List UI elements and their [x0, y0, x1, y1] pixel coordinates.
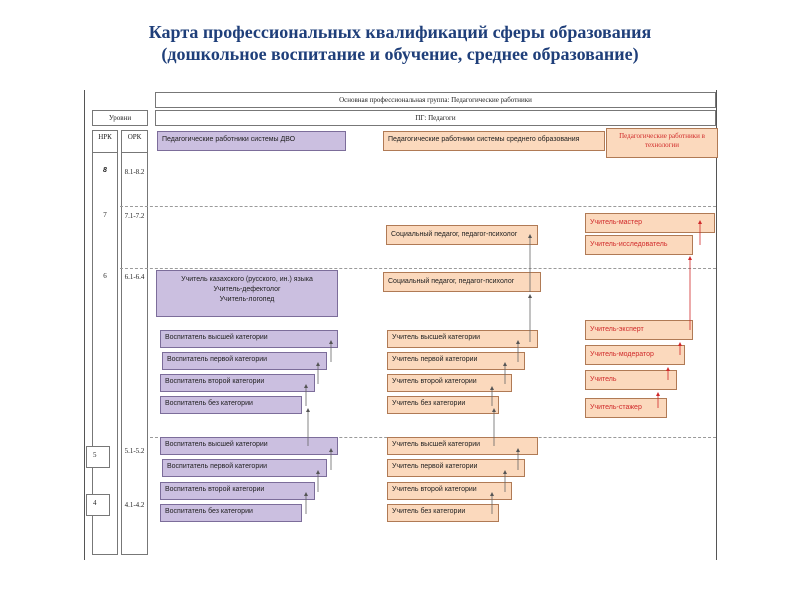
- teacher-box-l4: Учитель второй категории: [387, 482, 512, 500]
- social-pedagogue-6: Социальный педагог, педагог-психолог: [383, 272, 541, 292]
- teacher-cat-box: Учитель первой категории: [387, 352, 525, 370]
- main-group-header: Основная профессиональная группа: Педагогические работники: [155, 92, 716, 108]
- ork-8: 8.1-8.2: [124, 168, 145, 176]
- educator-box-l4: Воспитатель без категории: [160, 504, 302, 522]
- teacher-cat-box: Учитель высшей категории: [387, 330, 538, 348]
- levels-header: Уровни: [92, 110, 148, 126]
- nrk-5: 5: [86, 446, 110, 468]
- teacher-researcher: Учитель-исследователь: [585, 235, 693, 255]
- ork-4: 4.1-4.2: [124, 501, 145, 509]
- teacher-intern: Учитель-стажер: [585, 398, 667, 418]
- educator-box: Воспитатель первой категории: [162, 352, 327, 370]
- teacher-language: Учитель казахского (русского, ин.) языка: [181, 276, 313, 283]
- social-pedagogue-7: Социальный педагог, педагог-психолог: [386, 225, 538, 245]
- educator-box: Воспитатель без категории: [160, 396, 302, 414]
- teacher-speech: Учитель-логопед: [219, 296, 275, 303]
- ork-header: ОРК: [127, 133, 142, 141]
- teacher-defectologist: Учитель-дефектолог: [213, 286, 281, 293]
- educator-box: Воспитатель высшей категории: [160, 330, 338, 348]
- teacher-moderator: Учитель-модератор: [585, 345, 685, 365]
- nrk-7: 7: [103, 211, 107, 219]
- page-title: Карта профессиональных квалификаций сферы образования: [148, 22, 652, 42]
- educator-box: Воспитатель второй категории: [160, 374, 315, 392]
- ork-6: 6.1-6.4: [124, 273, 145, 281]
- teacher-cat-box: Учитель второй категории: [387, 374, 512, 392]
- teacher-box-l4: Учитель без категории: [387, 504, 499, 522]
- secondary-header-box: Педагогические работники системы среднего образования: [383, 131, 605, 151]
- teacher-expert: Учитель-эксперт: [585, 320, 693, 340]
- teacher-cat-box: Учитель без категории: [387, 396, 499, 414]
- page-subtitle: (дошкольное воспитание и обучение, среднее образование): [161, 44, 639, 64]
- teacher-basic: Учитель: [585, 370, 677, 390]
- educator-box-l4: Воспитатель второй категории: [160, 482, 315, 500]
- educator-box-l5: Воспитатель высшей категории: [160, 437, 338, 455]
- nrk-8: 8: [103, 167, 107, 174]
- pg-header: ПГ: Педагоги: [155, 110, 716, 126]
- dvo-header-box: Педагогические работники системы ДВО: [157, 131, 346, 151]
- teacher-master: Учитель-мастер: [585, 213, 715, 233]
- ork-7: 7.1-7.2: [124, 212, 145, 220]
- tech-header-box: Педагогические работники в технологии: [606, 128, 718, 158]
- nrk-6: 6: [103, 272, 107, 280]
- nrk-4: 4: [86, 494, 110, 516]
- educator-box-l5: Воспитатель первой категории: [162, 459, 327, 477]
- teacher-box-l5: Учитель первой категории: [387, 459, 525, 477]
- teacher-box-l5: Учитель высшей категории: [387, 437, 538, 455]
- ork-5: 5.1-5.2: [124, 447, 145, 455]
- nrk-header: НРК: [98, 133, 112, 141]
